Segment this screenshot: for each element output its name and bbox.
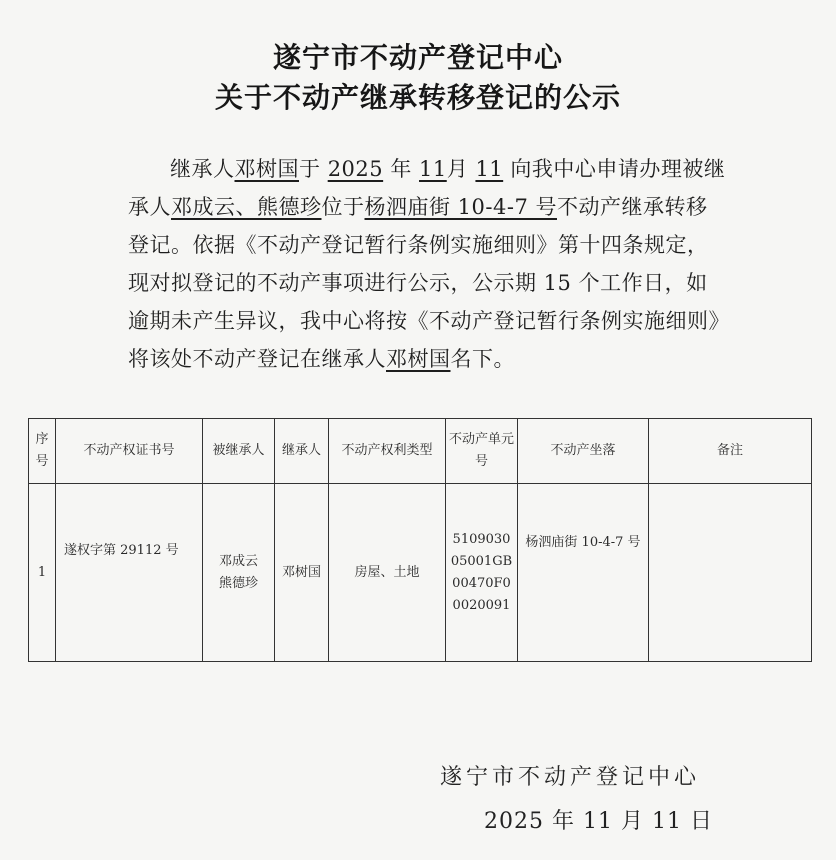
- footer-organization: 遂宁市不动产登记中心: [440, 765, 701, 790]
- header-unit-no: 不动产单元号: [446, 419, 518, 484]
- notice-title-line-1: 遂宁市不动产登记中心: [272, 41, 563, 74]
- heir-name: 邓树国: [234, 157, 299, 181]
- notice-title-line-2: 关于不动产继承转移登记的公示: [214, 81, 621, 114]
- apply-month: 11: [419, 157, 447, 181]
- cell-right-type: 房屋、土地: [329, 484, 446, 662]
- property-table: [28, 418, 812, 662]
- decedent-2: 熊德珍: [218, 575, 258, 591]
- text-segment: 于: [299, 157, 321, 181]
- text-segment: 名下。: [450, 347, 515, 371]
- header-cert: 不动产权证书号: [56, 419, 203, 484]
- cell-unit-no: 510903005001GB00470F00020091: [446, 484, 518, 662]
- decedent-names: 邓成云、熊德珍: [171, 195, 322, 219]
- header-location: 不动产坐落: [518, 419, 649, 484]
- table-row: [29, 484, 812, 662]
- cell-location: 杨泗庙街 10-4-7 号: [518, 484, 649, 662]
- notice-body: [128, 150, 728, 378]
- apply-year: 2025: [327, 157, 384, 181]
- header-seq: 序号: [29, 419, 56, 484]
- cell-cert: 遂权字第 29112 号: [56, 484, 203, 662]
- text-segment: 继承人: [170, 157, 235, 181]
- text-segment: 月: [446, 157, 469, 181]
- decedent-1: 邓成云: [218, 553, 258, 569]
- text-segment: 不动产继承转移登记。依据《不动产登记暂行条例实施细则》第十四条规定，现对拟登记的不动产事项进行公示，公示期 15 个工作日，如逾期未产生异议，我中心将按《不动产登记暂行条例实施细则》将该处不动产登记在继承人: [128, 195, 720, 371]
- text-segment: 年: [390, 157, 412, 181]
- text-segment: 位于: [321, 195, 365, 219]
- header-remark: 备注: [649, 419, 812, 484]
- cell-remark: [649, 484, 812, 662]
- header-heir: 继承人: [275, 419, 329, 484]
- header-decedent: 被继承人: [203, 419, 275, 484]
- text-segment: 向我中心申请办理被继承人: [128, 157, 726, 219]
- cell-seq: 1: [29, 484, 56, 662]
- cell-decedent: [203, 484, 275, 662]
- footer-date: 2025 年 11 月 11 日: [484, 809, 713, 834]
- apply-day: 11: [475, 157, 504, 181]
- table-header-row: [29, 419, 812, 484]
- notice-paragraph: [128, 150, 728, 378]
- property-address: 杨泗庙街 10-4-7 号: [364, 195, 557, 219]
- heir-name-repeat: 邓树国: [386, 347, 451, 371]
- cell-heir: 邓树国: [275, 484, 329, 662]
- header-right-type: 不动产权利类型: [329, 419, 446, 484]
